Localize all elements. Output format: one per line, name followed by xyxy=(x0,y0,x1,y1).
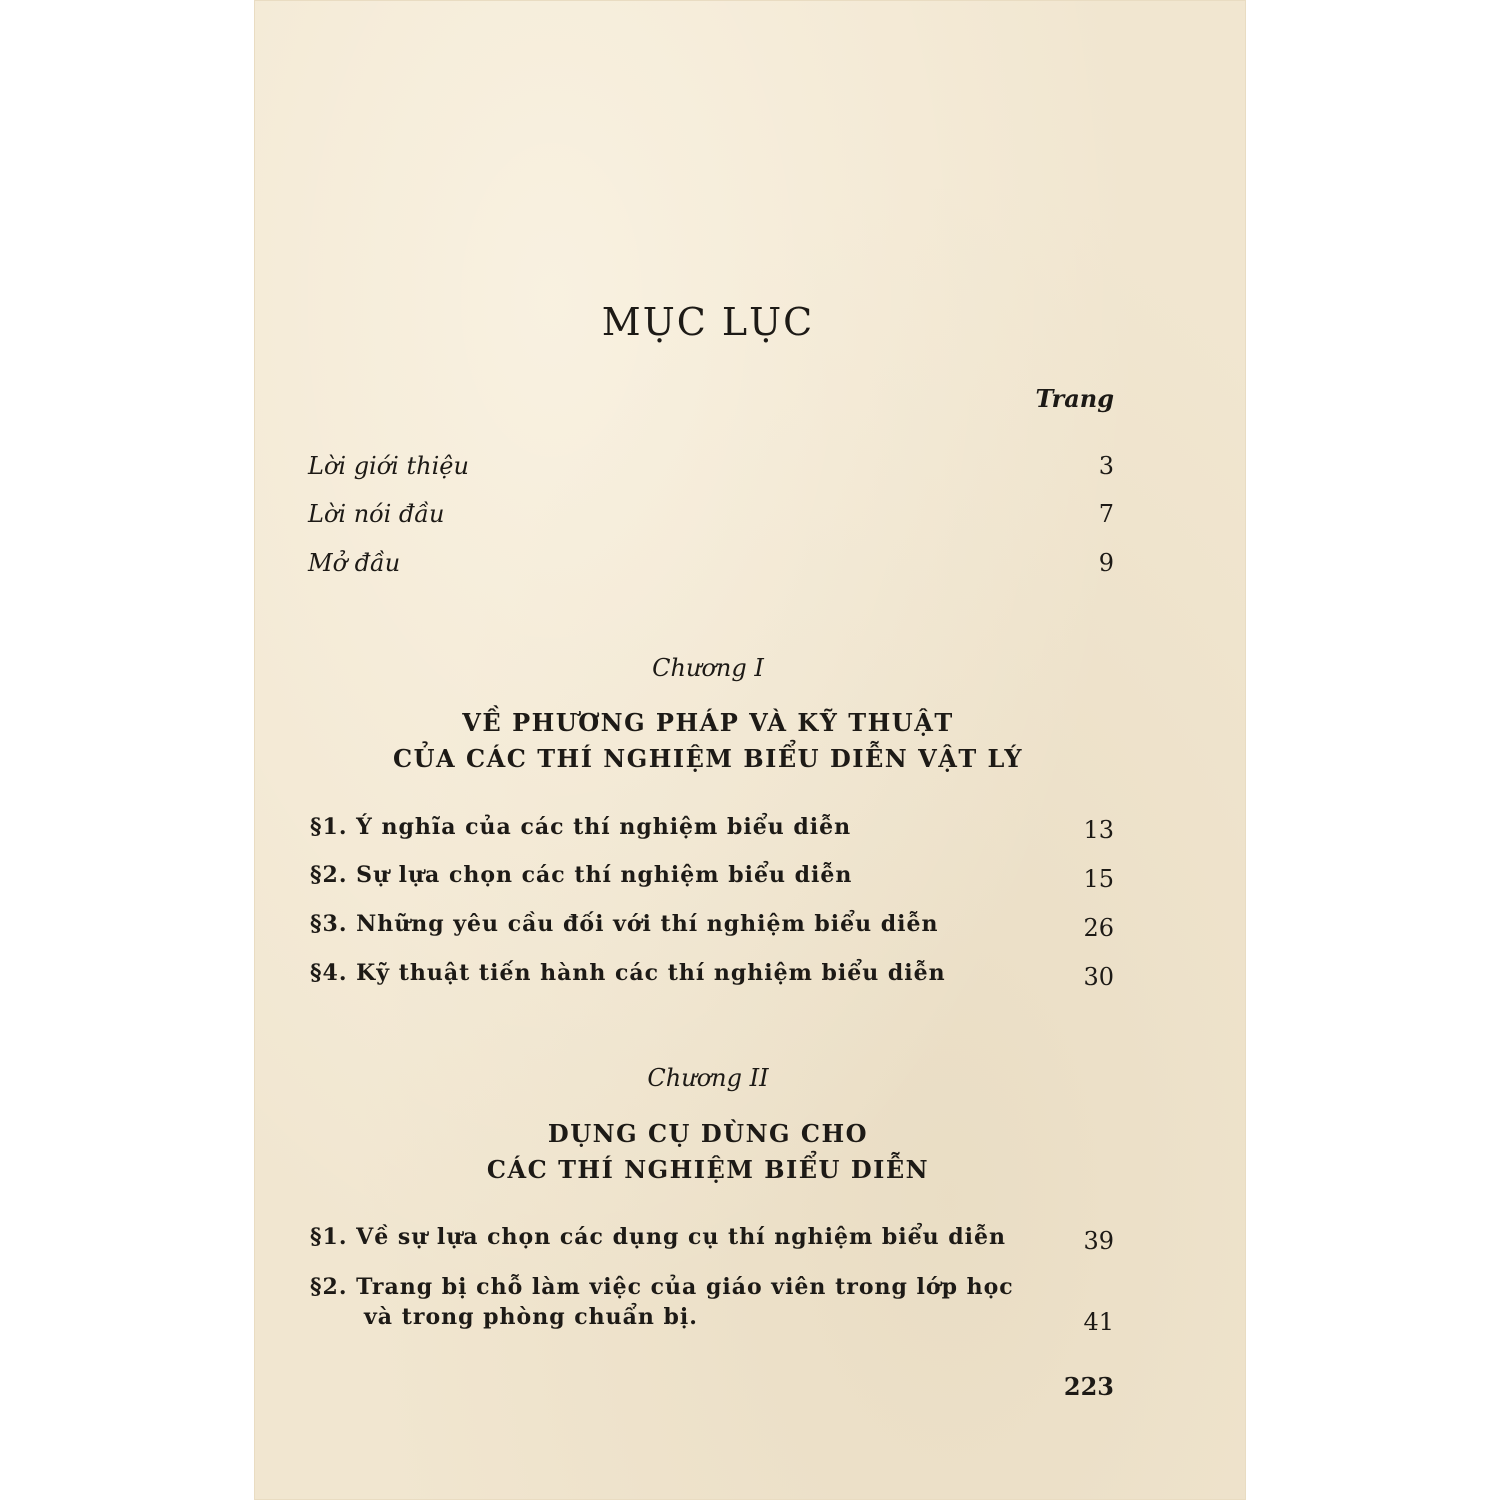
chapter-1-title-line-2: CỦA CÁC THÍ NGHIỆM BIỂU DIỄN VẬT LÝ xyxy=(393,744,1023,773)
chapter-2-section-2-page: 41 xyxy=(1083,1308,1114,1336)
front-matter-item-3-label: Mở đầu xyxy=(308,549,401,577)
chapter-1-section-2: §2. Sự lựa chọn các thí nghiệm biểu diễn xyxy=(310,862,853,888)
front-matter-item-2-label: Lời nói đầu xyxy=(308,500,445,528)
page-title: MỤC LỤC xyxy=(601,300,815,344)
book-page xyxy=(254,0,1246,1500)
chapter-2-section-2-line-1: §2. Trang bị chỗ làm việc của giáo viên trong lớp học xyxy=(310,1274,1014,1300)
chapter-2-section-1-page: 39 xyxy=(1083,1227,1114,1255)
chapter-1-section-3: §3. Những yêu cầu đối với thí nghiệm biểu diễn xyxy=(310,911,939,937)
front-matter-item-3-page: 9 xyxy=(1098,549,1114,577)
chapter-2-section-1: §1. Về sự lựa chọn các dụng cụ thí nghiệm biểu diễn xyxy=(310,1224,1007,1250)
chapter-2-title-line-2: CÁC THÍ NGHIỆM BIỂU DIỄN xyxy=(486,1155,930,1184)
front-matter-item-2-page: 7 xyxy=(1098,500,1114,528)
chapter-1-section-2-page: 15 xyxy=(1083,865,1114,893)
chapter-1-label: Chương I xyxy=(652,654,764,682)
chapter-2-section-2-line-2: và trong phòng chuẩn bị. xyxy=(364,1304,698,1330)
chapter-1-section-1-page: 13 xyxy=(1083,816,1114,844)
chapter-1-section-4-page: 30 xyxy=(1083,963,1114,991)
chapter-1-section-1: §1. Ý nghĩa của các thí nghiệm biểu diễn xyxy=(310,814,852,840)
front-matter-item-1-page: 3 xyxy=(1098,452,1114,480)
folio-page-number: 223 xyxy=(1063,1372,1114,1401)
front-matter-item-1-label: Lời giới thiệu xyxy=(308,452,469,480)
chapter-1-section-3-page: 26 xyxy=(1083,914,1114,942)
chapter-2-title-line-1: DỤNG CỤ DÙNG CHO xyxy=(547,1119,869,1148)
chapter-1-title-line-1: VỀ PHƯƠNG PHÁP VÀ KỸ THUẬT xyxy=(462,708,954,737)
chapter-2-label: Chương II xyxy=(647,1064,769,1092)
chapter-1-section-4: §4. Kỹ thuật tiến hành các thí nghiệm biểu diễn xyxy=(310,960,946,986)
page-column-label: Trang xyxy=(1035,384,1114,413)
